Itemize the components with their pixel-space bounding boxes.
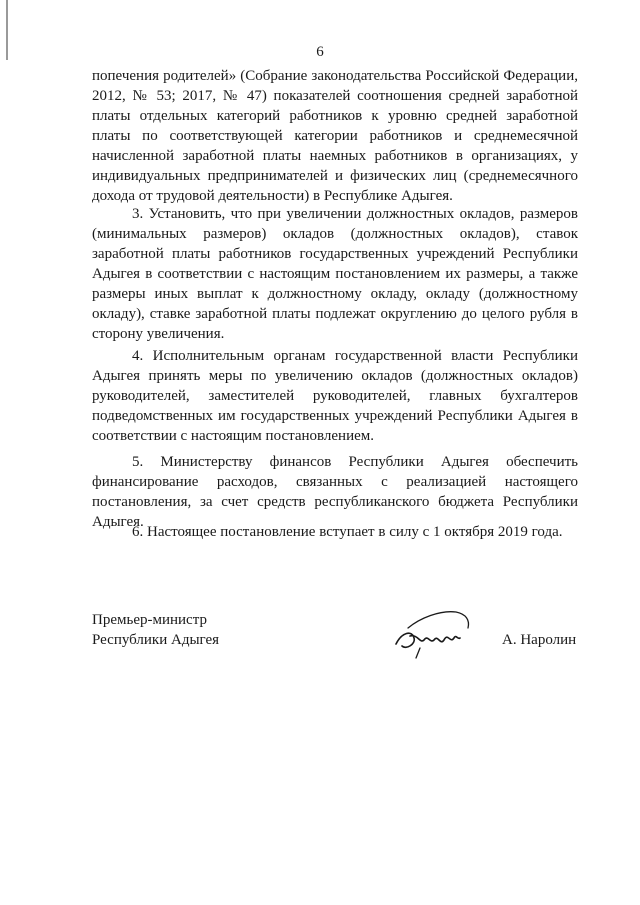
page-number: 6 [316, 44, 324, 60]
paragraph-item-3: 3. Установить, что при увеличении должностных окладов, размеров (минимальных размеров) окладов (должностных окладов), ставок заработной платы работников государственных учреждений Республики Адыгея в соответствии с настоящим постановлением их размеры, а также размеры иных выплат к должностному окладу, окладу (должностному окладу), ставке заработной платы подлежат округлению до целого рубля в сторону увеличения. [92, 206, 578, 342]
signatory-title [92, 610, 219, 650]
paragraph-item-5: 5. Министерству финансов Республики Адыгея обеспечить финансирование расходов, связанных с реализацией настоящего постановления, за счет средств республиканского бюджета Республики Адыгея. [92, 454, 578, 530]
paragraph-item-6: 6. Настоящее постановление вступает в силу с 1 октября 2019 года. [132, 524, 563, 540]
handwritten-signature-icon [390, 604, 480, 664]
signatory-title-line-1: Премьер-министр [92, 612, 207, 628]
signatory-name: А. Наролин [502, 632, 577, 648]
paragraph-continuation: попечения родителей» (Собрание законодательства Российской Федерации, 2012, № 53; 2017, № 47) показателей соотношения средней заработной платы отдельных категорий работников к уровню средней заработной платы по соответствующей категории работников и среднемесячной начисленной заработной платы наемных работников в организациях, у индивидуальных предпринимателей и физических лиц (среднемесячного дохода от трудовой деятельности) в Республике Адыгея. [92, 68, 578, 204]
signatory-title-line-2: Республики Адыгея [92, 632, 220, 648]
paragraph-item-4: 4. Исполнительным органам государственной власти Республики Адыгея принять меры по увеличению окладов (должностных окладов) руководителей, заместителей руководителей, главных бухгалтеров подведомственных им государственных учреждений Республики Адыгея в соответствии с настоящим постановлением. [92, 348, 578, 444]
